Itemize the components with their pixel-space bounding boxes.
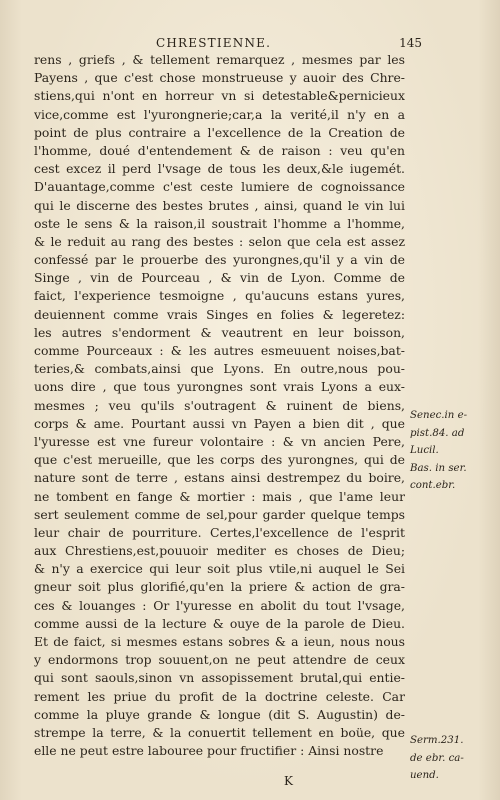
text-line: qui sont saouls,sinon vn assopissement brutal,qui entie- [34, 670, 405, 686]
text-line: & le reduit au rang des bestes : selon que cela est assez [34, 233, 405, 249]
text-line: mesmes ; veu qu'ils s'outragent & ruinent de biens, [34, 397, 405, 413]
margin-note-line: Serm.231. [410, 735, 464, 746]
margin-note-line: de ebr. ca- [410, 752, 464, 764]
text-line: rens , griefs , & tellement remarquez , mesmes par les [34, 52, 405, 67]
text-line: comme Pourceaux : & les autres esmeuuent noises,bat- [34, 343, 405, 358]
text-line: stiens,qui n'ont en horreur vn si detestable&pernicieux [34, 88, 405, 104]
text-line: Singe , vin de Pourceau , & vin de Lyon. Comme de [34, 270, 405, 286]
text-line: faict, l'experience tesmoigne , qu'aucuns estans yures, [34, 288, 405, 304]
text-line: vice,comme est l'yurongnerie;car,a la verité,il n'y en a [34, 106, 405, 122]
body-text [34, 51, 405, 760]
margin-note-line: Bas. in ser. [410, 462, 467, 474]
text-line: corps & ame. Pourtant aussi vn Payen a bien dit , que [34, 415, 405, 431]
margin-note-line: uend. [410, 770, 439, 781]
text-line: deuiennent comme vrais Singes en folies & legeretez: [34, 306, 405, 322]
text-line: teries,& combats,ainsi que Lyons. En outre,nous pou- [34, 361, 405, 377]
text-line: comme aussi de la lecture & ouye de la parole de Dieu. [34, 615, 405, 631]
text-line: sert seulement comme de sel,pour garder quelque temps [34, 506, 405, 522]
text-line: & n'y a exercice qui leur soit plus vtile,ni auquel le Sei [34, 561, 405, 577]
running-head: CHRESTIENNE. [156, 36, 272, 50]
text-line: leur chair de pourriture. Certes,l'excellence de l'esprit [34, 524, 405, 540]
text-line: l'yuresse est vne fureur volontaire : & vn ancien Pere, [34, 433, 405, 449]
margin-note-seneca-basil [410, 407, 494, 495]
text-line: l'homme, doué d'entendement & de raison : veu qu'en [34, 142, 405, 158]
text-line: oste le sens & la raison,il soustrait l'homme a l'homme, [34, 215, 405, 231]
text-line: qui le discerne des bestes brutes , ainsi, quand le vin lui [34, 197, 405, 213]
text-line: ne tombent en fange & mortier : mais , que l'ame leur [34, 488, 405, 504]
text-line: confessé par le prouerbe des yurongnes,qu'il y a vin de [34, 252, 405, 268]
text-line: y endormons trop souuent,on ne peut attendre de ceux [34, 652, 405, 668]
margin-note-line: pist.84. ad [410, 427, 465, 439]
text-line: elle ne peut estre labouree pour fructifier : Ainsi nostre [34, 743, 384, 759]
signature-mark: K [284, 774, 293, 788]
margin-note-augustine [410, 732, 494, 785]
text-line: ces & louanges : Or l'yuresse en abolit du tout l'vsage, [34, 597, 405, 613]
text-line: D'auantage,comme c'est ceste lumiere de cognoissance [34, 179, 405, 195]
text-line: cest excez il perd l'vsage de tous les deux,&le iugemét. [34, 161, 405, 177]
margin-note-line: Senec.in e- [410, 410, 468, 421]
text-line: les autres s'endorment & veautrent en leur boisson, [34, 324, 405, 340]
text-line: aux Chrestiens,est,pouuoir mediter es choses de Dieu; [34, 543, 405, 559]
text-line: nature sont de terre , estans ainsi destrempez du boire, [34, 470, 405, 486]
text-line: strempe la terre, & la conuertit tellement en boüe, que [34, 724, 405, 740]
text-line: uons dire , que tous yurongnes sont vrais Lyons a eux- [34, 379, 405, 395]
margin-note-line: cont.ebr. [410, 480, 456, 491]
text-line: comme la pluye grande & longue (dit S. Augustin) de- [34, 706, 405, 722]
text-line: gneur soit plus glorifié,qu'en la priere & action de gra- [34, 579, 405, 595]
text-line: que c'est merueille, que les corps des yurongnes, qui de [34, 452, 405, 468]
page-number: 145 [399, 36, 422, 50]
page-header [40, 36, 422, 52]
margin-note-line: Lucil. [410, 445, 439, 456]
text-line: Payens , que c'est chose monstrueuse y auoir des Chre- [34, 70, 405, 86]
text-line: rement les priue du profit de la doctrine celeste. Car [34, 688, 405, 704]
text-line: point de plus contraire a l'excellence de la Creation de [34, 124, 405, 140]
text-line: Et de faict, si mesmes estans sobres & a ieun, nous nous [34, 634, 405, 649]
